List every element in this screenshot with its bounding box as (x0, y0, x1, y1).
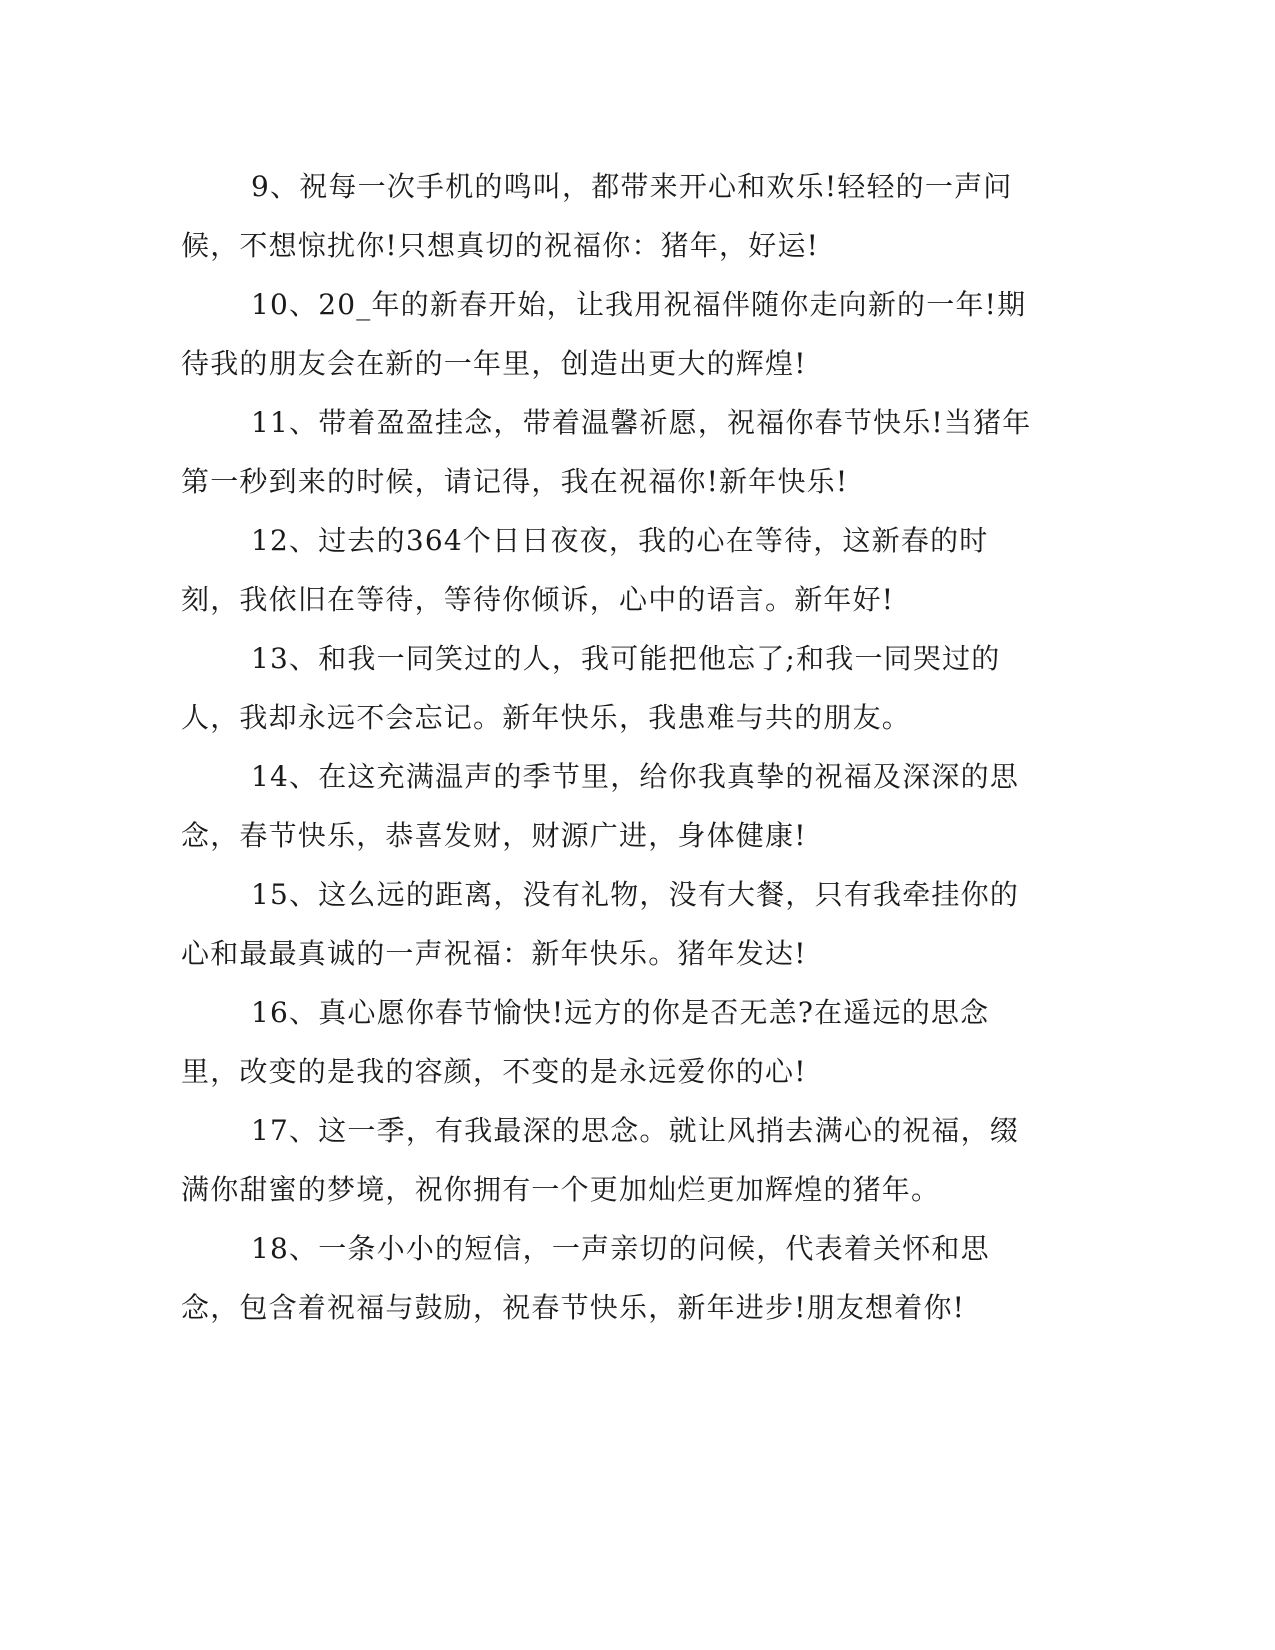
paragraph-16: 16、真心愿你春节愉快!远方的你是否无恙?在遥远的思念里，改变的是我的容颜，不变的是永远爱你的心! (181, 996, 990, 1088)
paragraph-14: 14、在这充满温声的季节里，给你我真挚的祝福及深深的思念，春节快乐，恭喜发财，财源广进，身体健康! (181, 760, 1020, 852)
paragraph-12: 12、过去的364个日日夜夜，我的心在等待，这新春的时刻，我依旧在等待，等待你倾诉，心中的语言。新年好! (181, 524, 989, 616)
document-body (181, 157, 1041, 1337)
paragraph-15: 15、这么远的距离，没有礼物，没有大餐，只有我牵挂你的心和最最真诚的一声祝福：新年快乐。猪年发达! (181, 878, 1020, 970)
paragraph-9: 9、祝每一次手机的鸣叫，都带来开心和欢乐!轻轻的一声问候，不想惊扰你!只想真切的祝福你：猪年，好运! (181, 170, 1013, 262)
paragraph-13: 13、和我一同笑过的人，我可能把他忘了;和我一同哭过的人，我却永远不会忘记。新年快乐，我患难与共的朋友。 (181, 642, 1001, 734)
paragraph-18: 18、一条小小的短信，一声亲切的问候，代表着关怀和思念，包含着祝福与鼓励，祝春节快乐，新年进步!朋友想着你! (181, 1232, 990, 1324)
paragraph-10: 10、20_年的新春开始，让我用祝福伴随你走向新的一年!期待我的朋友会在新的一年里，创造出更大的辉煌! (181, 288, 1027, 380)
paragraph-17: 17、这一季，有我最深的思念。就让风捎去满心的祝福，缀满你甜蜜的梦境，祝你拥有一个更加灿烂更加辉煌的猪年。 (181, 1114, 1020, 1206)
paragraph-11: 11、带着盈盈挂念，带着温馨祈愿，祝福你春节快乐!当猪年第一秒到来的时候，请记得，我在祝福你!新年快乐! (181, 406, 1032, 498)
